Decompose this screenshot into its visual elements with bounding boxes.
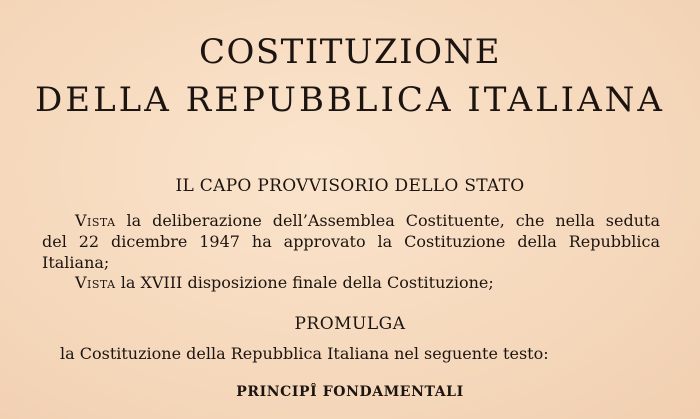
title-line-2: DELLA REPUBBLICA ITALIANA: [35, 80, 665, 120]
paragraph-line: [42, 210, 660, 231]
paragraph-line: Italiana;: [42, 253, 110, 272]
heading-promulga: PROMULGA: [294, 314, 406, 334]
paragraph-vista-deliberazione: [42, 210, 660, 273]
paragraph-text: la XVIII disposizione finale della Costituzione;: [120, 273, 494, 292]
section-title: PRINCIPÎ FONDAMENTALI: [236, 384, 464, 400]
vista-lead: Vista: [75, 273, 116, 292]
closing-line: la Costituzione della Repubblica Italiana nel seguente testo:: [60, 344, 549, 363]
paragraph-line: [42, 272, 660, 293]
paragraph-vista-disposizione: [42, 272, 660, 293]
paragraph-text: la deliberazione dell’Assemblea Costituente, che nella seduta: [126, 211, 660, 230]
heading-capo-provvisorio: IL CAPO PROVVISORIO DELLO STATO: [175, 176, 525, 196]
vista-lead: Vista: [75, 211, 116, 230]
paragraph-line: del 22 dicembre 1947 ha approvato la Costituzione della Repubblica: [42, 232, 660, 251]
title-line-1: COSTITUZIONE: [198, 32, 502, 72]
